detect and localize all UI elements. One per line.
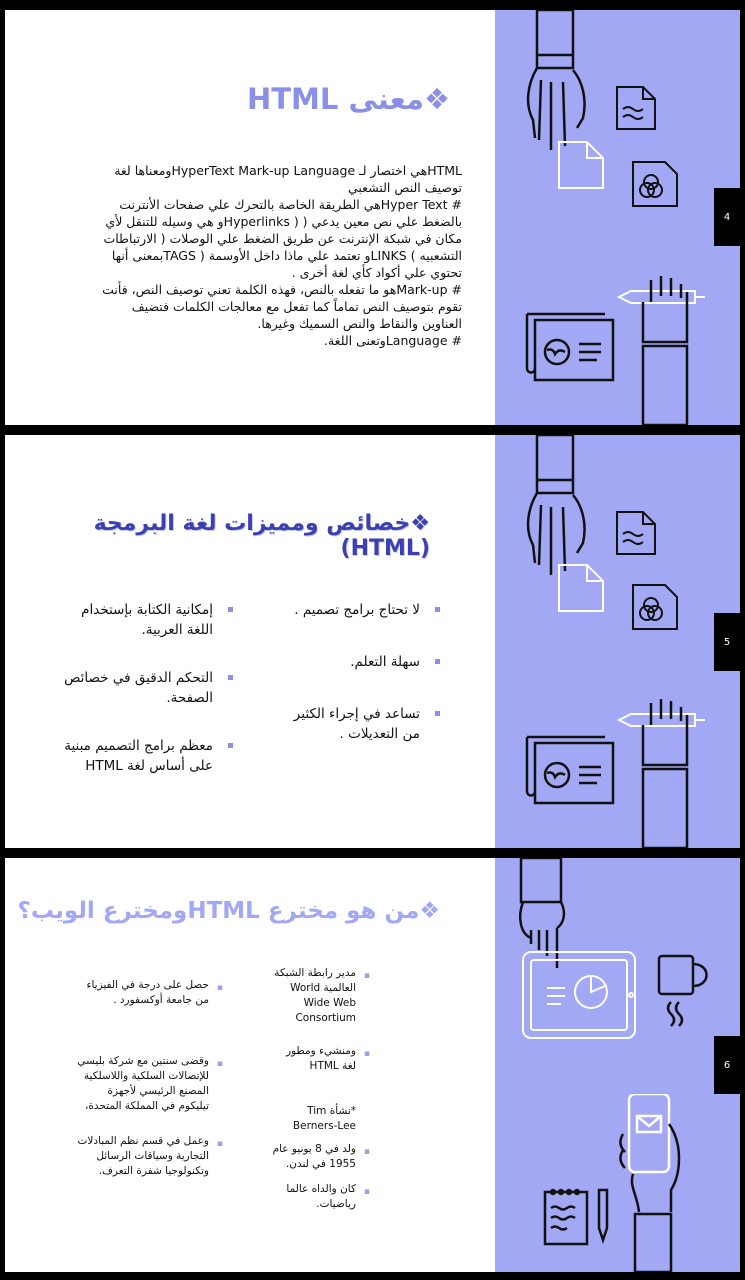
bullet-icon: ▪ (363, 1147, 370, 1157)
list-item: ▪ ولد في 8 يونيو عام 1955 في لندن. (272, 1143, 370, 1170)
illustration-panel (495, 10, 740, 425)
list-item: ▪ كان والداه عالما رياضيات. (286, 1183, 370, 1210)
illustration-panel (495, 858, 740, 1272)
page-number: 4 (714, 188, 740, 246)
hand-holding-pencil-icon (637, 695, 697, 848)
notepad-icon (543, 1188, 623, 1246)
paper-icon (557, 563, 605, 613)
bullet-icon: ▪ (216, 983, 223, 993)
bullet-icon (435, 607, 440, 612)
bullet-icon: ▪ (216, 1059, 223, 1069)
document-icon (613, 85, 659, 131)
list-item: سهلة التعلم. (282, 652, 442, 672)
color-circles-icon (631, 160, 679, 208)
list-item: *نشأة Tim Berners-Lee (292, 1105, 356, 1132)
illustration-panel (495, 435, 740, 848)
globe-card-icon (525, 733, 615, 805)
bullet-icon: ▪ (216, 1139, 223, 1149)
features-list-left (60, 600, 235, 776)
page-number: 5 (714, 613, 740, 671)
slide-4 (5, 10, 740, 425)
slide-5 (5, 435, 740, 848)
list-item: لا تحتاج برامج تصميم . (282, 600, 442, 620)
color-circles-icon (631, 583, 679, 631)
bullet-icon (435, 659, 440, 664)
slide-6 (5, 858, 740, 1272)
bullet-icon: ▪ (363, 1187, 370, 1197)
list-item: ▪ وعمل في قسم نظم المبادلات التجارية وسياقات الرسائل وتكنولوجيا شفرة التعرف. (77, 1135, 223, 1177)
tablet-icon (521, 950, 639, 1042)
paragraph: # Mark-upهو ما تفعله بالنص، فهذه الكلمة تعني توصيف النص، فأنت تقوم بتوصيف النص تماماً كما تفعل مع معالجات الكلمات فتضيف العناوين والنقاط والنص السميك وغيرها. (102, 282, 462, 331)
list-item: تساعد في إجراء الكثير من التعديلات . (282, 704, 442, 744)
features-list-right (282, 600, 442, 744)
paragraph: HTMLهي اختصار لـ HyperText Mark-up Languageومعناها لغة توصيف النص التشعبي (114, 163, 462, 195)
list-item: إمكانية الكتابة بإستخدام اللغة العربية. (60, 600, 235, 640)
list-item: التحكم الدقيق في خصائص الصفحة. (60, 668, 235, 708)
slide-body (92, 162, 462, 349)
page-number: 6 (714, 1036, 740, 1094)
bullet-icon (435, 711, 440, 716)
bullet-icon (228, 743, 233, 748)
bullet-icon: ▪ (363, 971, 370, 981)
slide-title: ❖من هو مخترع HTMLومخترع الويب؟ (17, 898, 440, 924)
paragraph: # Hyper Textهي الطريقة الخاصة بالتحرك علي صفحات الأنترنت بالضغط علي نص معين يدعي ( ( Hyperlinksو هي وسيله للتنقل لأي مكان في شبكة الإنترنت عن طريق الضغط علي الوصلات ( الارتباطات التشعبيه ) LINKSو تعتمد علي ماذا داخل الأوسمة ( TAGSبمعنى أنها تحتوي علي أكواد كأي لغة أخرى . (103, 197, 462, 280)
paragraph: # Languageوتعنى اللغة. (324, 333, 462, 348)
phone-in-hand-icon (617, 1094, 687, 1272)
inventor-list-right (272, 966, 372, 1212)
list-item: ▪ وقضى سنتين مع شركة بليسي للإتصالات السلكية واللاسلكية المصنع الرئيسي لأجهزة تيليكوم في المملكة المتحدة، (77, 1055, 223, 1112)
slide-title: ❖خصائص ومميزات لغة البرمجة (HTML) (93, 511, 430, 561)
bullet-icon: ▪ (363, 1049, 370, 1059)
hand-holding-pencil-icon (637, 272, 697, 425)
globe-card-icon (525, 310, 615, 382)
bullet-icon (228, 607, 233, 612)
inventor-list-left (75, 978, 225, 1179)
list-item: ▪ ومنشيء ومطور لغة HTML (285, 1045, 370, 1072)
coffee-mug-icon (655, 952, 715, 1036)
bullet-icon (228, 675, 233, 680)
slide-title: ❖معنى HTML (247, 82, 450, 116)
paper-icon (557, 140, 605, 190)
list-item: ▪ حصل على درجة في الفيزياء من جامعة أوكسفورد . (86, 979, 223, 1006)
list-item: ▪ مدير رابطة الشبكة العالمية World Wide Web Consortium (274, 967, 370, 1024)
document-icon (613, 510, 659, 556)
list-item: معظم برامج التصميم مبنية على أساس لغة HTML (60, 736, 235, 776)
hand-icon (525, 10, 595, 160)
